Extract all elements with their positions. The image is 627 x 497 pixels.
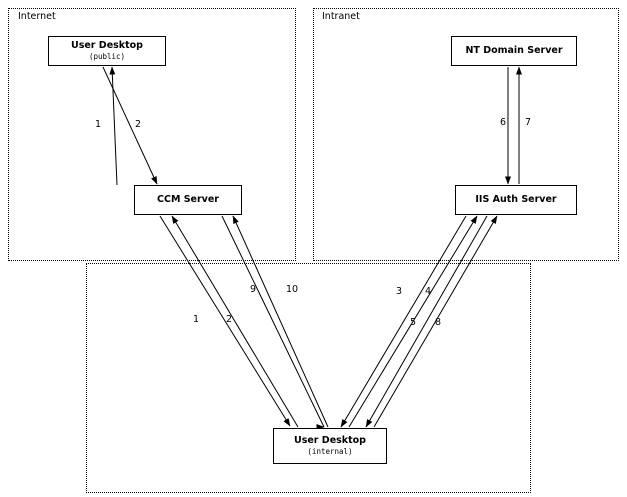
edge-label-2-public: 2 xyxy=(135,119,142,130)
node-user-desktop-internal[interactable] xyxy=(273,428,387,464)
node-title: IIS Auth Server xyxy=(475,194,557,205)
edge-label-2-internal: 2 xyxy=(226,314,233,325)
node-ccm-server[interactable] xyxy=(134,185,242,215)
zone-internet-label: Internet xyxy=(18,11,56,22)
edge-label-9: 9 xyxy=(250,284,257,295)
edge-label-1-public: 1 xyxy=(95,119,102,130)
node-subtitle: (internal) xyxy=(307,447,353,456)
edge-label-1-internal: 1 xyxy=(193,314,200,325)
node-nt-domain-server[interactable] xyxy=(451,36,577,66)
edge-label-10: 10 xyxy=(286,284,299,295)
node-title: User Desktop xyxy=(294,435,366,446)
node-iis-auth-server[interactable] xyxy=(455,185,577,215)
edge-label-8: 8 xyxy=(435,317,442,328)
edge-label-3: 3 xyxy=(396,286,403,297)
edge-label-5: 5 xyxy=(410,317,417,328)
node-title: CCM Server xyxy=(157,194,219,205)
edge-label-4: 4 xyxy=(425,286,432,297)
node-user-desktop-public[interactable] xyxy=(48,36,166,66)
edge-label-7: 7 xyxy=(525,117,532,128)
edge-label-6: 6 xyxy=(500,117,507,128)
node-subtitle: (public) xyxy=(88,52,126,61)
zone-intranet-label: Intranet xyxy=(322,11,360,22)
node-title: NT Domain Server xyxy=(465,45,563,56)
node-title: User Desktop xyxy=(71,40,143,51)
